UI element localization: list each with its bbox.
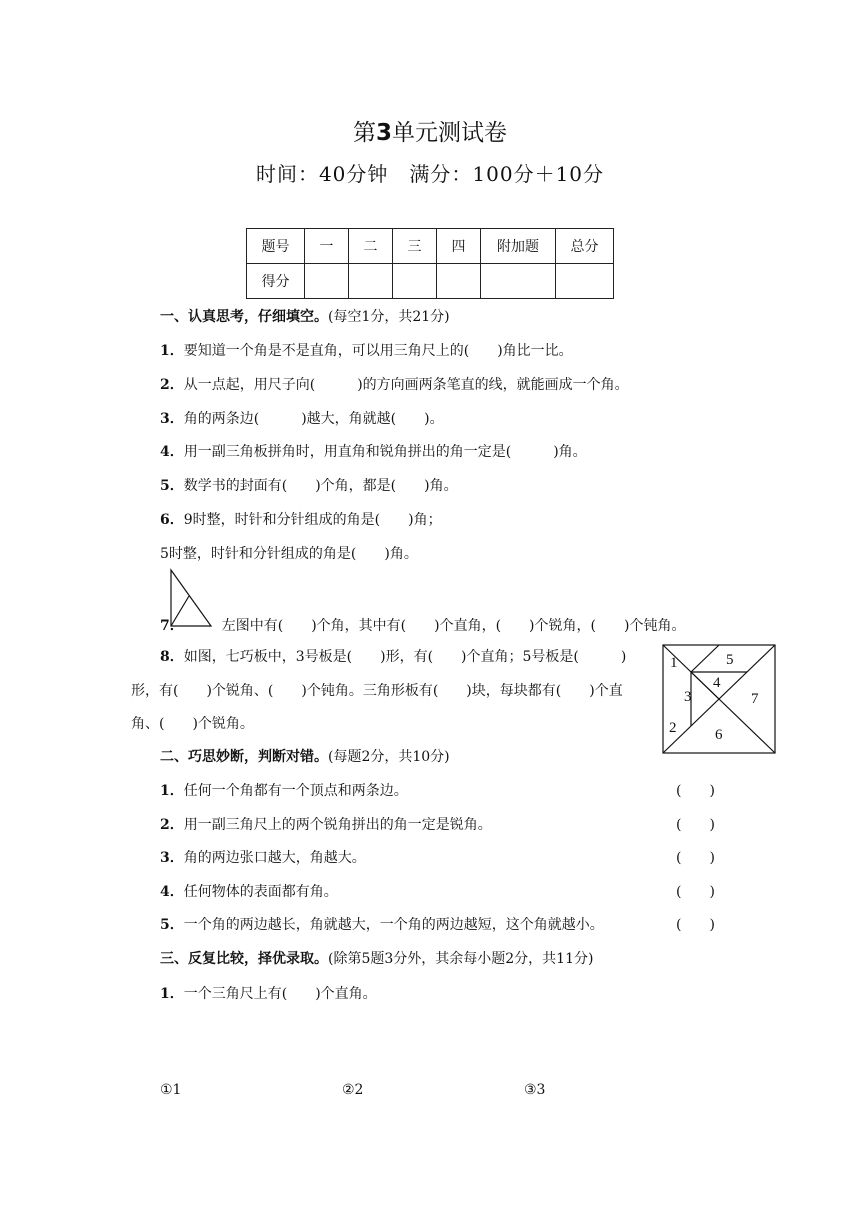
score-cell[interactable] [349,264,393,299]
table-header-cell: 三 [393,229,437,264]
answer-blank[interactable]: ( ) [676,817,715,833]
tangram-figure [662,644,778,756]
tangram-label: 5 [726,652,734,668]
answer-blank[interactable]: ( ) [676,917,715,933]
question-1-6: 6．9时整，时针和分针组成的角是( )角； [160,512,442,528]
question-1-8-line2: 形，有( )个锐角、( )个钝角。三角形板有( )块，每块都有( )个直 [131,683,623,699]
choice-option-3[interactable]: ③3 [524,1082,546,1098]
answer-blank[interactable]: ( ) [676,884,715,900]
choice-option-1[interactable]: ①1 [160,1082,182,1098]
question-1-5: 5．数学书的封面有( )个角，都是( )角。 [160,478,458,494]
choice-option-2[interactable]: ②2 [342,1082,364,1098]
score-cell[interactable] [556,264,614,299]
table-header-cell: 四 [437,229,481,264]
table-header-cell: 题号 [247,229,305,264]
table-header-cell: 二 [349,229,393,264]
tangram-label: 3 [684,689,692,705]
table-header-cell: 总分 [556,229,614,264]
tangram-label: 4 [713,675,721,691]
question-1-8-line1: 8．如图，七巧板中，3号板是( )形，有( )个直角；5号板是( ) [160,649,627,665]
tangram-label: 6 [715,727,723,743]
question-1-8-line3: 角、( )个锐角。 [131,716,254,732]
question-1-4: 4．用一副三角板拼角时，用直角和锐角拼出的角一定是( )角。 [160,444,587,460]
judge-item-5: 5．一个角的两边越长，角就越大，一个角的两边越短，这个角就越小。 [160,917,604,933]
question-1-2: 2．从一点起，用尺子向( )的方向画两条笔直的线，就能画成一个角。 [160,377,629,393]
page-subtitle: 时间：40分钟 满分：100分＋10分 [255,162,605,186]
table-header-cell: 附加题 [481,229,556,264]
tangram-label: 7 [751,691,759,707]
answer-blank[interactable]: ( ) [676,850,715,866]
section2-heading: 二、巧思妙断，判断对错。(每题2分，共10分) [160,749,450,765]
score-cell[interactable] [393,264,437,299]
score-cell[interactable] [305,264,349,299]
table-header-cell: 一 [305,229,349,264]
table-row-label: 得分 [247,264,305,299]
judge-item-1: 1．任何一个角都有一个顶点和两条边。 [160,783,408,799]
question-3-1: 1．一个三角尺上有( )个直角。 [160,986,377,1002]
judge-item-4: 4．任何物体的表面都有角。 [160,884,338,900]
section1-heading: 一、认真思考，仔细填空。(每空1分，共21分) [160,309,450,325]
question-1-7: 7． 左图中有( )个角，其中有( )个直角，( )个锐角，( )个钝角。 [160,618,686,634]
tangram-label: 2 [669,720,677,736]
judge-item-3: 3．角的两边张口越大，角越大。 [160,850,366,866]
page-title: 第3单元测试卷 [352,120,507,146]
answer-blank[interactable]: ( ) [676,783,715,799]
score-table [246,228,614,299]
judge-item-2: 2．用一副三角尺上的两个锐角拼出的角一定是锐角。 [160,817,492,833]
question-1-6-part2: 5时整，时针和分针组成的角是( )角。 [160,546,418,562]
score-cell[interactable] [437,264,481,299]
question-1-3: 3．角的两条边( )越大，角就越( )。 [160,411,444,427]
tangram-label: 1 [670,655,678,671]
score-cell[interactable] [481,264,556,299]
question-1-1: 1．要知道一个角是不是直角，可以用三角尺上的( )角比一比。 [160,343,573,359]
section3-heading: 三、反复比较，择优录取。(除第5题3分外，其余每小题2分，共11分) [160,951,594,967]
